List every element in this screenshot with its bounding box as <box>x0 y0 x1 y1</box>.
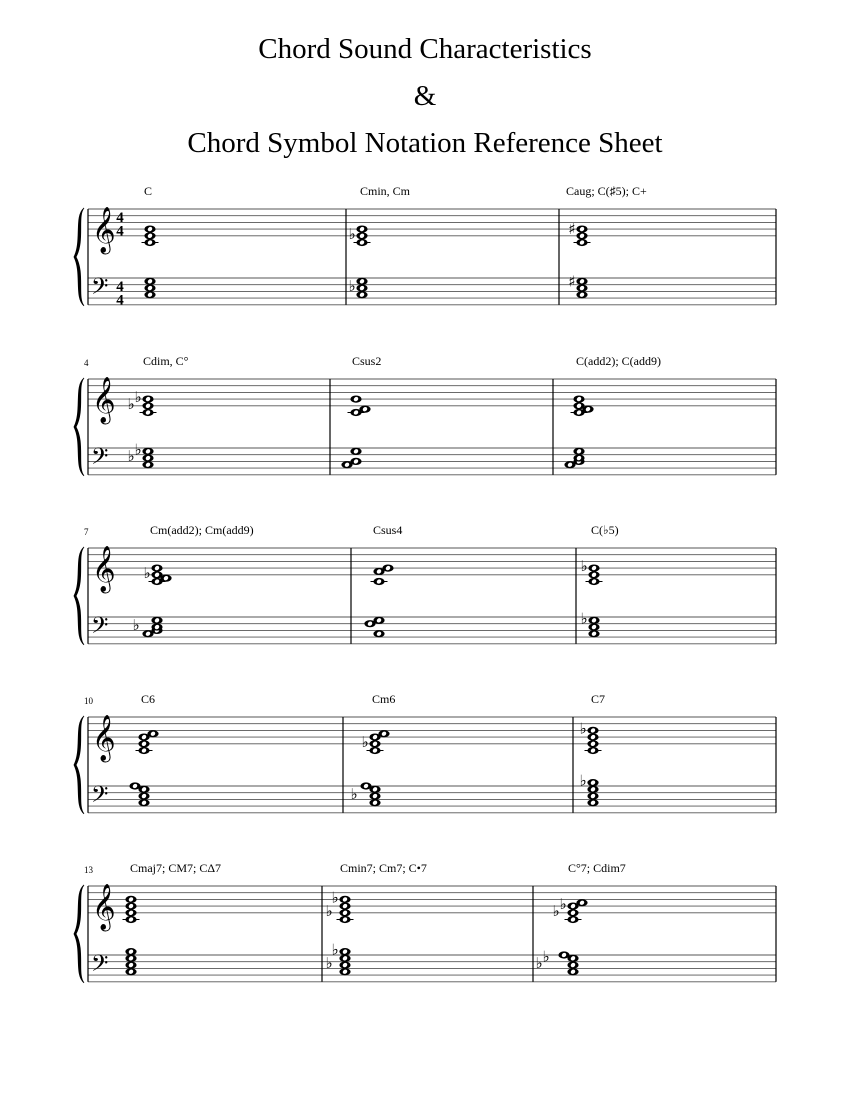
measure <box>129 692 158 806</box>
measure <box>325 861 426 975</box>
bass-clef-icon: 𝄢 <box>91 782 109 813</box>
system-5 <box>74 861 776 983</box>
measure <box>341 354 381 468</box>
treble-clef-icon: 𝄞 <box>92 206 116 253</box>
flat-icon: ♭ <box>552 901 560 920</box>
bass-clef-icon: 𝄢 <box>91 444 109 475</box>
flat-icon: ♭ <box>325 901 333 920</box>
measure <box>350 692 395 806</box>
flat-icon: ♭ <box>535 954 543 973</box>
time-signature-numerator: 4 <box>116 210 124 226</box>
measure-number: 13 <box>84 865 93 875</box>
measure <box>535 861 625 975</box>
chord-symbol-label: Caug; C(♯5); C+ <box>566 184 647 198</box>
bass-staff <box>88 786 776 813</box>
flat-icon: ♭ <box>361 732 369 751</box>
treble-clef-icon: 𝄞 <box>92 714 116 761</box>
measure <box>579 692 605 806</box>
bass-staff <box>88 278 776 305</box>
chord-symbol-label: C(add2); C(add9) <box>576 354 661 368</box>
measure <box>580 523 618 637</box>
flat-icon: ♭ <box>134 440 142 459</box>
system-1 <box>74 184 776 309</box>
chord-symbol-label: Cmaj7; CM7; CΔ7 <box>130 861 222 875</box>
treble-staff <box>88 379 776 406</box>
bass-staff <box>88 617 776 644</box>
flat-icon: ♭ <box>348 277 356 296</box>
sharp-icon: ♯ <box>568 272 576 291</box>
measure <box>566 184 647 298</box>
treble-staff <box>88 886 776 913</box>
flat-icon: ♭ <box>348 224 356 243</box>
chord-symbol-label: C7 <box>591 692 606 706</box>
chord-symbol-label: Cm6 <box>372 692 396 706</box>
bass-staff <box>88 955 776 982</box>
time-signature-denominator: 4 <box>116 223 124 240</box>
flat-icon: ♭ <box>331 940 339 959</box>
chord-symbol-label: C <box>144 184 153 198</box>
measure-number: 4 <box>84 358 89 368</box>
treble-clef-icon: 𝄞 <box>92 376 116 423</box>
chord-symbol-label: Csus2 <box>352 354 382 368</box>
sharp-icon: ♯ <box>568 220 576 239</box>
treble-clef-icon: 𝄞 <box>92 883 116 930</box>
brace-icon <box>74 547 84 645</box>
flat-icon: ♭ <box>325 954 333 973</box>
brace-icon <box>74 885 84 983</box>
treble-clef-icon: 𝄞 <box>92 545 116 592</box>
chord-symbol-label: Cmin7; Cm7; C•7 <box>340 861 427 875</box>
measure <box>132 523 253 637</box>
measure <box>123 861 222 975</box>
measure <box>127 354 188 468</box>
measure <box>364 523 402 637</box>
bass-clef-icon: 𝄢 <box>91 951 109 982</box>
flat-icon: ♭ <box>331 888 339 907</box>
flat-icon: ♭ <box>542 947 550 966</box>
time-signature-denominator: 4 <box>116 292 124 309</box>
chord-symbol-label: C°7; Cdim7 <box>568 861 626 875</box>
chord-symbol-label: Cdim, C° <box>143 354 189 368</box>
flat-icon: ♭ <box>143 563 151 582</box>
measure <box>142 184 159 298</box>
flat-icon: ♭ <box>350 785 358 804</box>
title-ampersand: & <box>413 80 437 112</box>
measure <box>348 184 410 298</box>
chord-symbol-label: Csus4 <box>373 523 403 537</box>
flat-icon: ♭ <box>132 616 140 635</box>
treble-staff <box>88 717 776 744</box>
flat-icon: ♭ <box>134 388 142 407</box>
treble-staff <box>88 209 776 239</box>
chord-symbol-label: C6 <box>141 692 156 706</box>
system-3 <box>74 523 776 645</box>
chord-symbol-label: C(♭5) <box>591 523 619 537</box>
brace-icon <box>74 716 84 814</box>
measure <box>564 354 661 468</box>
title-main: Chord Sound Characteristics <box>258 33 592 65</box>
measure-number: 10 <box>84 696 93 706</box>
title-subtitle: Chord Symbol Notation Reference Sheet <box>187 127 663 159</box>
brace-icon <box>74 208 84 306</box>
chord-symbol-label: Cmin, Cm <box>360 184 411 198</box>
flat-icon: ♭ <box>127 447 135 466</box>
flat-icon: ♭ <box>579 719 587 738</box>
system-4 <box>74 692 776 814</box>
brace-icon <box>74 378 84 476</box>
flat-icon: ♭ <box>127 394 135 413</box>
flat-icon: ♭ <box>580 609 588 628</box>
bass-clef-icon: 𝄢 <box>91 274 109 305</box>
flat-icon: ♭ <box>580 557 588 576</box>
bass-clef-icon: 𝄢 <box>91 613 109 644</box>
time-signature-numerator: 4 <box>116 279 124 295</box>
treble-staff <box>88 548 776 575</box>
flat-icon: ♭ <box>579 771 587 790</box>
system-2 <box>74 354 776 476</box>
bass-staff <box>88 448 776 475</box>
chord-symbol-label: Cm(add2); Cm(add9) <box>150 523 254 537</box>
flat-icon: ♭ <box>559 895 567 914</box>
measure-number: 7 <box>84 527 89 537</box>
